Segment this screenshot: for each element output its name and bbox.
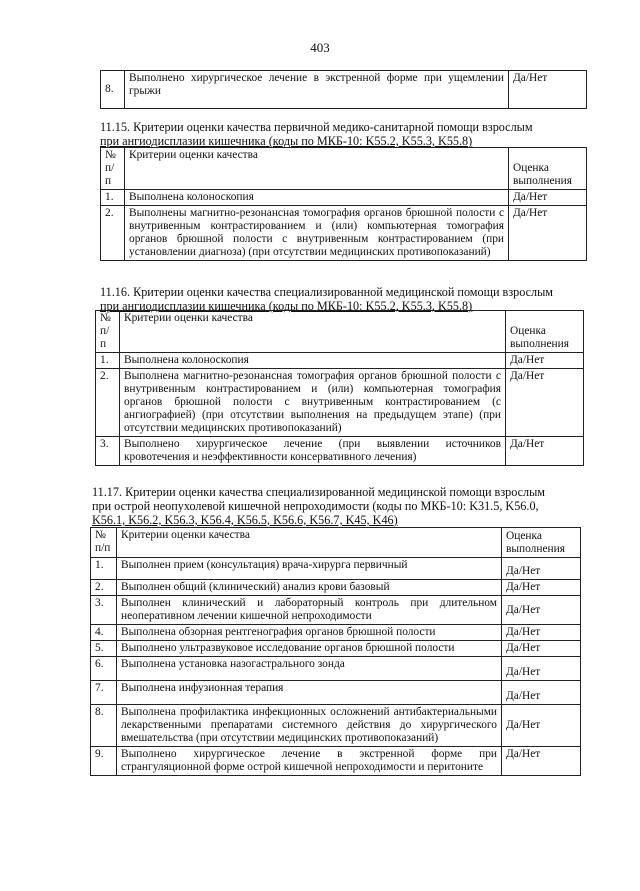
row-criteria: Выполнено хирургическое лечение в экстренной форме при странгуляционной форме острой кишечной непроходимости и перитоните <box>117 747 502 776</box>
section-heading-11-17 <box>92 485 580 527</box>
section-title-line: при ангиодисплазии кишечника (коды по МКБ-10: K55.2, K55.3, K55.8) <box>100 299 473 313</box>
table-row <box>91 681 581 705</box>
table-row <box>91 641 581 657</box>
row-score: Да/Нет <box>502 558 581 580</box>
row-number: 4. <box>91 625 117 641</box>
table-row <box>91 657 581 681</box>
row-criteria: Выполнено ультразвуковое исследование органов брюшной полости <box>117 641 502 657</box>
table-row <box>91 558 581 580</box>
row-score: Да/Нет <box>506 437 584 466</box>
row-score: Да/Нет <box>509 206 587 261</box>
row-score: Да/Нет <box>506 369 584 437</box>
table-row <box>101 206 587 261</box>
section-title-line: при ангиодисплазии кишечника (коды по МКБ-10: K55.2, K55.3, K55.8) <box>100 134 473 148</box>
row-criteria: Выполнена инфузионная терапия <box>117 681 502 705</box>
section-title-line: K56.1, K56.2, K56.3, K56.4, K56.5, K56.6, K56.7, K45, K46) <box>92 513 398 527</box>
row-score: Да/Нет <box>506 353 584 369</box>
row-criteria: Выполнена обзорная рентгенография органов брюшной полости <box>117 625 502 641</box>
table-row <box>91 705 581 747</box>
section-title-line: 11.15. Критерии оценки качества первичной медико-санитарной помощи взрослым <box>100 120 533 134</box>
continued-table <box>100 70 587 109</box>
row-score: Да/Нет <box>509 190 587 206</box>
table-header-row <box>96 311 584 353</box>
row-criteria: Выполнена колоноскопия <box>125 190 509 206</box>
row-score: Да/Нет <box>502 681 581 705</box>
table-row <box>96 353 584 369</box>
criteria-table-11-17 <box>90 527 581 776</box>
row-number: 7. <box>91 681 117 705</box>
row-criteria: Выполнен прием (консультация) врача-хирурга первичный <box>117 558 502 580</box>
header-score: Оценка выполнения <box>506 311 584 353</box>
criteria-table-11-15 <box>100 147 587 261</box>
row-number: 9. <box>91 747 117 776</box>
page-number: 403 <box>310 40 330 55</box>
section-title-line: 11.17. Критерии оценки качества специализированной медицинской помощи взрослым <box>92 485 546 499</box>
header-number: № п/п <box>101 148 125 190</box>
row-number: 3. <box>96 437 120 466</box>
row-number: 1. <box>91 558 117 580</box>
table-row <box>96 369 584 437</box>
row-number: 8. <box>101 71 125 109</box>
table-row <box>101 190 587 206</box>
row-score: Да/Нет <box>502 641 581 657</box>
row-score: Да/Нет <box>502 625 581 641</box>
table-row <box>91 596 581 625</box>
table-row <box>91 625 581 641</box>
row-score: Да/Нет <box>502 657 581 681</box>
header-score: Оценка выполнения <box>509 148 587 190</box>
row-criteria: Выполнена колоноскопия <box>120 353 506 369</box>
row-criteria: Выполнено хирургическое лечение (при выявлении источников кровотечения и неэффективности консервативного лечения) <box>120 437 506 466</box>
table-row <box>96 437 584 466</box>
header-criteria: Критерии оценки качества <box>125 148 509 190</box>
row-score: Да/Нет <box>509 71 587 109</box>
row-score: Да/Нет <box>502 596 581 625</box>
row-criteria: Выполнена магнитно-резонансная томография органов брюшной полости с внутривенным контрастированием и (или) компьютерная томография органов брюшной полости с внутривенным контрастированием (с ангиографией) (при отсутствии выполнения на предыдущем этапе) (при отсутствии медицинских противопоказаний) <box>120 369 506 437</box>
row-number: 6. <box>91 657 117 681</box>
row-criteria: Выполнен клинический и лабораторный контроль при длительном неоперативном лечении кишечной непроходимости <box>117 596 502 625</box>
row-criteria: Выполнено хирургическое лечение в экстренной форме при ущемлении грыжи <box>125 71 509 109</box>
header-criteria: Критерии оценки качества <box>117 528 502 558</box>
row-number: 2. <box>91 580 117 596</box>
table-header-row <box>91 528 581 558</box>
row-criteria: Выполнена установка назогастрального зонда <box>117 657 502 681</box>
section-heading-11-16 <box>100 285 586 313</box>
row-number: 3. <box>91 596 117 625</box>
table-row <box>101 71 587 109</box>
table-row <box>91 747 581 776</box>
header-number: № п/п <box>91 528 117 558</box>
row-number: 1. <box>96 353 120 369</box>
row-score: Да/Нет <box>502 580 581 596</box>
section-title-line: 11.16. Критерии оценки качества специализированной медицинской помощи взрослым <box>100 285 554 299</box>
row-number: 2. <box>101 206 125 261</box>
table-row <box>91 580 581 596</box>
row-criteria: Выполнен общий (клинический) анализ крови базовый <box>117 580 502 596</box>
table-header-row <box>101 148 587 190</box>
section-title-line: при острой неопухолевой кишечной непроходимости (коды по МКБ-10: K31.5, K56.0, <box>92 499 539 513</box>
section-heading-11-15 <box>100 120 586 148</box>
row-criteria: Выполнена профилактика инфекционных осложнений антибактериальными лекарственными препаратами системного действия до хирургического вмешательства (при отсутствии медицинских противопоказаний) <box>117 705 502 747</box>
header-number: № п/п <box>96 311 120 353</box>
header-score: Оценка выполнения <box>502 528 581 558</box>
row-number: 5. <box>91 641 117 657</box>
row-number: 1. <box>101 190 125 206</box>
criteria-table-11-16 <box>95 310 584 466</box>
header-criteria: Критерии оценки качества <box>120 311 506 353</box>
row-score: Да/Нет <box>502 747 581 776</box>
row-number: 2. <box>96 369 120 437</box>
row-criteria: Выполнены магнитно-резонансная томография органов брюшной полости с внутривенным контрастированием и (или) компьютерная томография органов брюшной полости с внутривенным контрастированием (при установлении диагноза) (при отсутствии медицинских противопоказаний) <box>125 206 509 261</box>
row-number: 8. <box>91 705 117 747</box>
row-score: Да/Нет <box>502 705 581 747</box>
